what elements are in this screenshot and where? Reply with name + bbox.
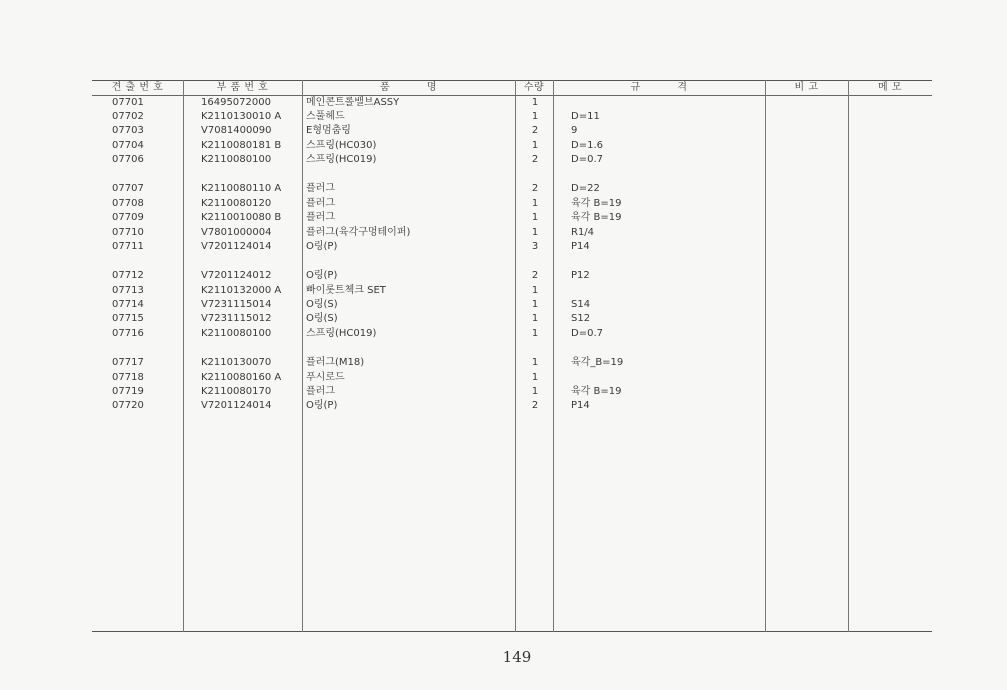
cell-spec: 육각 B=19 — [571, 198, 622, 209]
cell-part-number: K2110080120 — [201, 198, 272, 209]
cell-quantity: 1 — [531, 372, 539, 383]
cell-part-name: 스프링(HC030) — [306, 140, 377, 151]
cell-quantity: 1 — [531, 97, 539, 108]
table-row — [92, 240, 932, 254]
cell-part-number: V7201124014 — [201, 241, 272, 252]
cell-spec: 육각 B=19 — [571, 386, 622, 397]
cell-code: 07715 — [112, 313, 144, 324]
cell-quantity: 3 — [531, 241, 539, 252]
cell-spec: D=1.6 — [571, 140, 603, 151]
cell-spec: S12 — [571, 313, 591, 324]
cell-spec: D=0.7 — [571, 154, 603, 165]
cell-quantity: 1 — [531, 313, 539, 324]
cell-code: 07701 — [112, 97, 144, 108]
cell-code: 07704 — [112, 140, 144, 151]
cell-part-number: 16495072000 — [201, 97, 271, 108]
cell-spec: 9 — [571, 125, 578, 136]
cell-part-number: K2110080100 — [201, 154, 272, 165]
cell-part-number: K2110130010 A — [201, 111, 282, 122]
table-row — [92, 327, 932, 341]
header-spec: 규 격 — [630, 82, 688, 93]
cell-quantity: 1 — [531, 285, 539, 296]
cell-part-name: E형멈춤링 — [306, 125, 351, 136]
cell-code: 07720 — [112, 400, 144, 411]
cell-quantity: 2 — [531, 183, 539, 194]
cell-part-name: 스풀헤드 — [306, 111, 345, 122]
cell-code: 07710 — [112, 227, 144, 238]
cell-part-number: K2110132000 A — [201, 285, 282, 296]
table-row — [92, 197, 932, 211]
table-row — [92, 298, 932, 312]
cell-part-name: 빠이롯트첵크 SET — [306, 285, 386, 296]
cell-quantity: 1 — [531, 386, 539, 397]
cell-spec — [571, 371, 771, 385]
cell-code: 07707 — [112, 183, 144, 194]
cell-quantity: 1 — [531, 227, 539, 238]
table-row — [92, 284, 932, 298]
cell-code: 07719 — [112, 386, 144, 397]
cell-part-name: O링(S) — [306, 299, 338, 310]
cell-quantity: 1 — [531, 212, 539, 223]
cell-code: 07712 — [112, 270, 144, 281]
cell-part-number: K2110010080 B — [201, 212, 282, 223]
table-row — [92, 399, 932, 413]
cell-spec: 육각 B=19 — [571, 212, 622, 223]
cell-part-number: K2110080160 A — [201, 372, 282, 383]
table-row — [92, 124, 932, 138]
cell-part-name: O링(P) — [306, 270, 338, 281]
cell-part-name: 플러그(M18) — [306, 357, 365, 368]
table-row — [92, 269, 932, 283]
cell-part-name: 플러그 — [306, 183, 335, 194]
cell-code: 07702 — [112, 111, 144, 122]
cell-part-name: 플러그(육각구멍테이퍼) — [306, 227, 411, 238]
cell-quantity: 1 — [531, 357, 539, 368]
cell-part-name: 플러그 — [306, 386, 335, 397]
cell-part-name: 메인콘트롤밸브ASSY — [306, 97, 400, 108]
cell-quantity: 2 — [531, 400, 539, 411]
cell-spec: D=22 — [571, 183, 600, 194]
cell-spec: R1/4 — [571, 227, 595, 238]
cell-code: 07714 — [112, 299, 144, 310]
cell-quantity: 1 — [531, 328, 539, 339]
cell-code: 07709 — [112, 212, 144, 223]
cell-quantity: 2 — [531, 270, 539, 281]
cell-part-name: 플러그 — [306, 212, 335, 223]
cell-part-number: K2110130070 — [201, 357, 272, 368]
cell-quantity: 1 — [531, 299, 539, 310]
cell-part-number: V7201124012 — [201, 270, 272, 281]
cell-part-number: K2110080170 — [201, 386, 272, 397]
cell-part-name: 플러그 — [306, 198, 335, 209]
table-row — [92, 211, 932, 225]
header-part-name: 품 명 — [379, 82, 438, 93]
table-row — [92, 226, 932, 240]
table-row — [92, 371, 932, 385]
header-memo: 메 모 — [878, 82, 902, 93]
cell-part-number: K2110080100 — [201, 328, 272, 339]
cell-part-number: V7081400090 — [201, 125, 272, 136]
cell-part-number: V7231115012 — [201, 313, 272, 324]
table-row — [92, 110, 932, 124]
cell-spec: D=0.7 — [571, 328, 603, 339]
cell-part-number: K2110080181 B — [201, 140, 282, 151]
cell-part-name: O링(P) — [306, 400, 338, 411]
header-remark: 비 고 — [794, 82, 819, 93]
table-row — [92, 96, 932, 110]
cell-code: 07716 — [112, 328, 144, 339]
header-code: 견 출 번 호 — [111, 82, 164, 93]
cell-spec: P14 — [571, 400, 590, 411]
cell-part-number: V7231115014 — [201, 299, 272, 310]
cell-spec: S14 — [571, 299, 591, 310]
cell-part-name: 스프링(HC019) — [306, 328, 377, 339]
header-part-number: 부 품 번 호 — [216, 82, 269, 93]
cell-code: 07706 — [112, 154, 144, 165]
cell-spec: P14 — [571, 241, 590, 252]
cell-quantity: 1 — [531, 140, 539, 151]
table-row — [92, 182, 932, 196]
cell-spec: 육각_B=19 — [571, 357, 624, 368]
cell-part-name: 스프링(HC019) — [306, 154, 377, 165]
cell-code: 07713 — [112, 285, 144, 296]
table-row — [92, 385, 932, 399]
table-row — [92, 139, 932, 153]
cell-part-number: V7201124014 — [201, 400, 272, 411]
cell-spec — [571, 96, 771, 110]
table-row — [92, 312, 932, 326]
cell-spec: P12 — [571, 270, 590, 281]
table-row — [92, 356, 932, 370]
page-number: 149 — [502, 648, 532, 666]
cell-code: 07708 — [112, 198, 144, 209]
cell-code: 07718 — [112, 372, 144, 383]
cell-code: 07703 — [112, 125, 144, 136]
cell-part-name: 푸시로드 — [306, 372, 345, 383]
cell-spec — [571, 284, 771, 298]
cell-quantity: 1 — [531, 198, 539, 209]
cell-quantity: 2 — [531, 125, 539, 136]
cell-part-name: O링(P) — [306, 241, 338, 252]
cell-spec: D=11 — [571, 111, 600, 122]
table-bottom-rule — [92, 631, 932, 632]
cell-part-name: O링(S) — [306, 313, 338, 324]
cell-part-number: K2110080110 A — [201, 183, 282, 194]
cell-quantity: 1 — [531, 111, 539, 122]
cell-part-number: V7801000004 — [201, 227, 272, 238]
table-row — [92, 153, 932, 167]
cell-quantity: 2 — [531, 154, 539, 165]
cell-code: 07717 — [112, 357, 144, 368]
cell-code: 07711 — [112, 241, 144, 252]
header-quantity: 수량 — [523, 82, 545, 93]
